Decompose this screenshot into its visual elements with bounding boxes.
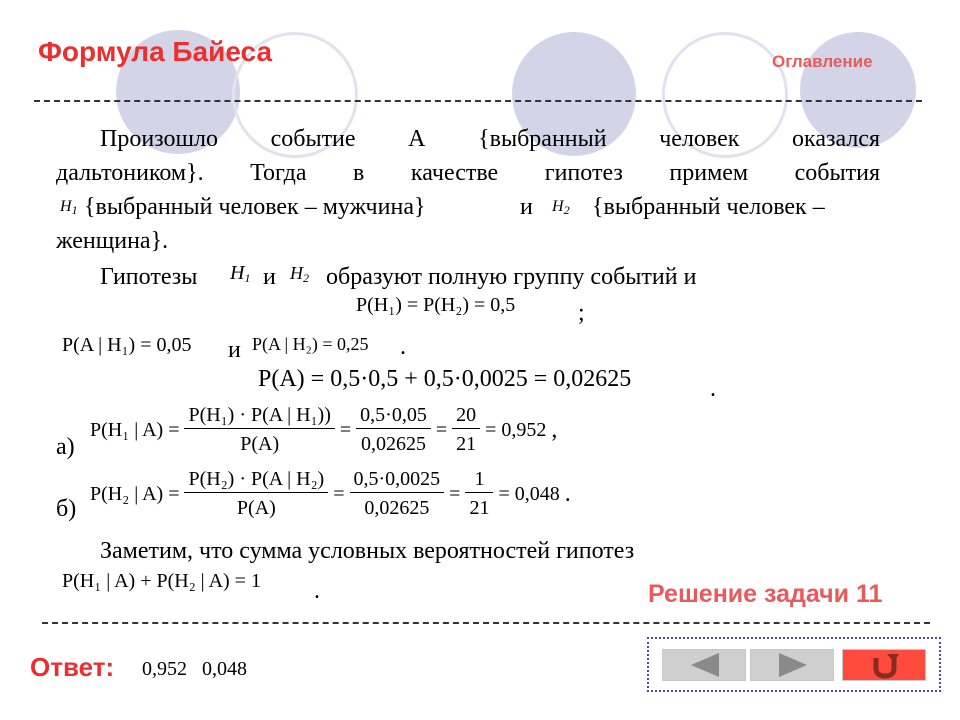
triangle-left-icon (663, 650, 747, 680)
problem-line-1: Произошло событие А {выбранный человек оказался (100, 126, 880, 152)
solution-link[interactable]: Решение задачи 11 (648, 580, 883, 608)
h1-symbol: $H_1$ (230, 262, 251, 285)
next-button[interactable] (750, 649, 834, 681)
bayes-h1-lhs: P(H₁ | A) = (90, 419, 180, 441)
bottom-divider (42, 622, 930, 624)
period: . (400, 334, 406, 360)
toc-link[interactable]: Оглавление (772, 52, 873, 71)
and-word: и (263, 264, 276, 290)
bayes-h2-formula: P(H₂ | A) = $\frac{\text{P(H₂) · P(A | H₂)}}{P(A)}$ = $\frac{0,5\cdot 0,0025}{0,02625}$ = $\frac{1}{21}$ = 0,048 . (90, 466, 571, 526)
likelihood-h1-equation: P(A | H₁) = 0,05 (62, 334, 192, 356)
answer-values: 0,952 0,048 (142, 658, 247, 680)
problem-line-4: женщина}. (56, 228, 169, 254)
bayes-h1-frac-2: $\frac{0,5\cdot 0,05}{0,02625}$ (356, 402, 431, 459)
period: . (314, 578, 320, 604)
bayes-h2-frac-3: $\frac{1}{21}$ (465, 466, 493, 523)
bayes-h2-result: = 0,048 (498, 483, 560, 505)
triangle-right-icon (751, 650, 835, 680)
bayes-h2-frac-1: $\frac{\text{P(H₂) · P(A | H₂)}}{P(A)}$ (184, 466, 328, 523)
problem-line-2: дальтоником}. Тогда в качестве гипотез примем события (56, 160, 880, 186)
label-b: б) (56, 496, 77, 522)
hypothesis-h2-text: {выбранный человек – (592, 194, 825, 220)
label-a: а) (56, 434, 75, 460)
and-word: и (228, 337, 241, 363)
likelihood-h2-equation: P(A | H₂) = 0,25 (252, 334, 369, 354)
hypothesis-h2-symbol: $H_2$ (552, 198, 570, 217)
hypothesis-h1-symbol: $H_1$ (60, 198, 78, 217)
priors-equation: P(H₁) = P(H₂) = 0,5 (356, 294, 516, 316)
and-word: и (520, 194, 533, 220)
bayes-h1-result: = 0,952 (485, 419, 547, 441)
hypotheses-intro: Гипотезы (100, 264, 198, 290)
return-button[interactable] (842, 649, 926, 681)
hypothesis-h1-text: {выбранный человек – мужчина} (84, 194, 426, 220)
hypotheses-line (100, 260, 800, 294)
note-line: Заметим, что сумма условных вероятностей гипотез (100, 538, 635, 564)
semicolon: ; (578, 300, 585, 326)
hypotheses-rest: образуют полную группу событий и (326, 264, 697, 290)
u-turn-icon (843, 650, 927, 680)
sum-equation: P(H₁ | A) + P(H₂ | A) = 1 (62, 570, 261, 592)
period: . (710, 376, 716, 402)
h2-symbol: $H_2$ (290, 263, 309, 285)
problem-line-3 (56, 190, 880, 224)
bayes-h1-formula: P(H₁ | A) = $\frac{\text{P(H₁) · P(A | H₁))}}{P(A)}$ = $\frac{0,5\cdot 0,05}{0,02625}$ = $\frac{20}{21}$ = 0,952 , (90, 402, 557, 462)
prev-button[interactable] (662, 649, 746, 681)
top-divider (34, 100, 922, 102)
bayes-h2-lhs: P(H₂ | A) = (90, 483, 180, 505)
answer-label: Ответ: (30, 652, 115, 682)
total-probability-equation: P(A) = 0,5·0,5 + 0,5·0,0025 = 0,02625 (258, 366, 632, 392)
bayes-h1-frac-3: $\frac{20}{21}$ (452, 402, 480, 459)
page-title: Формула Байеса (38, 36, 273, 67)
bayes-h2-frac-2: $\frac{0,5\cdot 0,0025}{0,02625}$ (350, 466, 445, 523)
bayes-h1-frac-1: $\frac{\text{P(H₁) · P(A | H₁))}}{P(A)}$ (184, 402, 334, 459)
